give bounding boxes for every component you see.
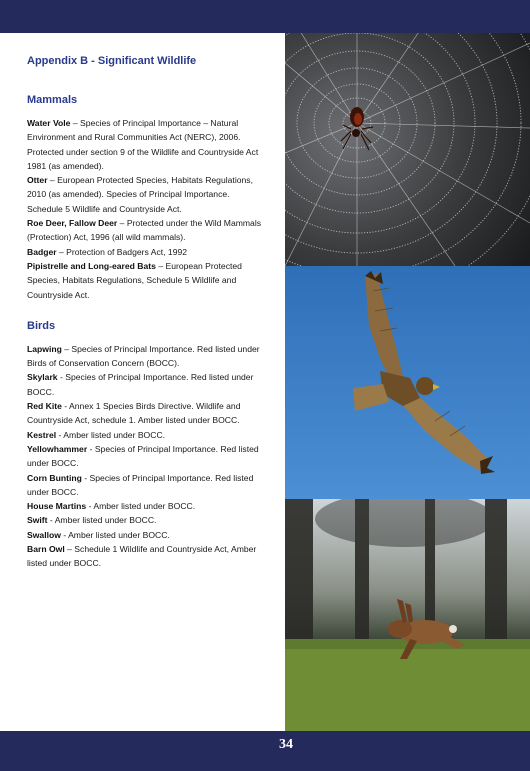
species-name: Corn Bunting bbox=[27, 472, 82, 483]
mammals-list bbox=[27, 116, 263, 302]
species-status: – Species of Principal Importance. Red listed under Birds of Conservation Concern (BOCC). bbox=[27, 343, 260, 369]
list-item bbox=[27, 216, 263, 245]
list-item bbox=[27, 428, 263, 442]
hare-photo bbox=[285, 499, 530, 731]
species-name: Badger bbox=[27, 246, 57, 257]
species-name: Otter bbox=[27, 175, 48, 186]
species-status: – European Protected Species, Habitats Regulations, Schedule 5 Wildlife and Countryside Act. bbox=[27, 260, 242, 300]
list-item bbox=[27, 542, 263, 571]
list-item bbox=[27, 342, 263, 371]
mammals-heading: Mammals bbox=[27, 94, 78, 106]
species-name: House Martins bbox=[27, 501, 87, 512]
list-item bbox=[27, 399, 263, 428]
photo-column bbox=[285, 33, 530, 731]
list-item bbox=[27, 370, 263, 399]
species-name: Water Vole bbox=[27, 118, 71, 128]
species-status: - Species of Principal Importance. Red listed under BOCC. bbox=[27, 372, 254, 397]
species-name: Yellowhammer bbox=[27, 443, 88, 454]
species-name: Swift bbox=[27, 515, 48, 526]
list-item bbox=[27, 245, 263, 259]
species-status: – Protected under the Wild Mammals (Protection) Act, 1996 (all wild mammals). bbox=[27, 218, 262, 243]
species-status: – Protection of Badgers Act, 1992 bbox=[56, 246, 188, 257]
buzzard-photo bbox=[285, 266, 530, 499]
list-item bbox=[27, 471, 263, 500]
species-name: Pipistrelle and Long-eared Bats bbox=[27, 260, 156, 271]
species-name: Kestrel bbox=[27, 429, 57, 440]
birds-heading: Birds bbox=[27, 319, 56, 332]
page-number: 34 bbox=[279, 737, 293, 752]
list-item bbox=[27, 513, 263, 527]
species-status: – European Protected Species, Habitats Regulations, 2010 (as amended). Species of Principal Importance. Schedule 5 Wildlife and Countryside Act. bbox=[27, 175, 253, 214]
list-item bbox=[27, 528, 263, 542]
species-status: - Amber listed under BOCC. bbox=[60, 529, 170, 540]
species-name: Swallow bbox=[27, 529, 61, 540]
species-status: - Amber listed under BOCC. bbox=[86, 501, 196, 512]
species-status: – Species of Principal Importance – Natural Environment and Rural Communities Act (NERC), 2006. Protected under section 9 of the Wildlife and Countryside Act 1981 (as amended). bbox=[27, 118, 259, 171]
species-status: - Species of Principal Importance. Red listed under BOCC. bbox=[27, 472, 254, 497]
list-item bbox=[27, 116, 263, 173]
header-bar bbox=[0, 0, 530, 33]
list-item bbox=[27, 173, 263, 216]
species-status: - Annex 1 Species Birds Directive. Wildlife and Countryside Act, schedule 1. Amber listed under BOCC. bbox=[27, 401, 241, 426]
species-status: - Amber listed under BOCC. bbox=[56, 429, 166, 440]
species-status: - Amber listed under BOCC. bbox=[47, 515, 157, 526]
list-item bbox=[27, 442, 263, 471]
species-status: - Species of Principal Importance. Red listed under BOCC. bbox=[27, 443, 259, 469]
species-name: Lapwing bbox=[27, 343, 62, 354]
list-item bbox=[27, 499, 263, 513]
species-name: Barn Owl bbox=[27, 544, 65, 555]
appendix-title: Appendix B - Significant Wildlife bbox=[27, 55, 197, 67]
species-status: – Schedule 1 Wildlife and Countryside Act, Amber listed under BOCC. bbox=[27, 544, 257, 569]
spider-web-photo bbox=[285, 33, 530, 266]
birds-list bbox=[27, 342, 263, 571]
list-item bbox=[27, 259, 263, 302]
species-name: Red Kite bbox=[27, 401, 62, 412]
text-column bbox=[27, 55, 263, 571]
species-name: Skylark bbox=[27, 372, 58, 383]
species-name: Roe Deer, Fallow Deer bbox=[27, 218, 118, 229]
